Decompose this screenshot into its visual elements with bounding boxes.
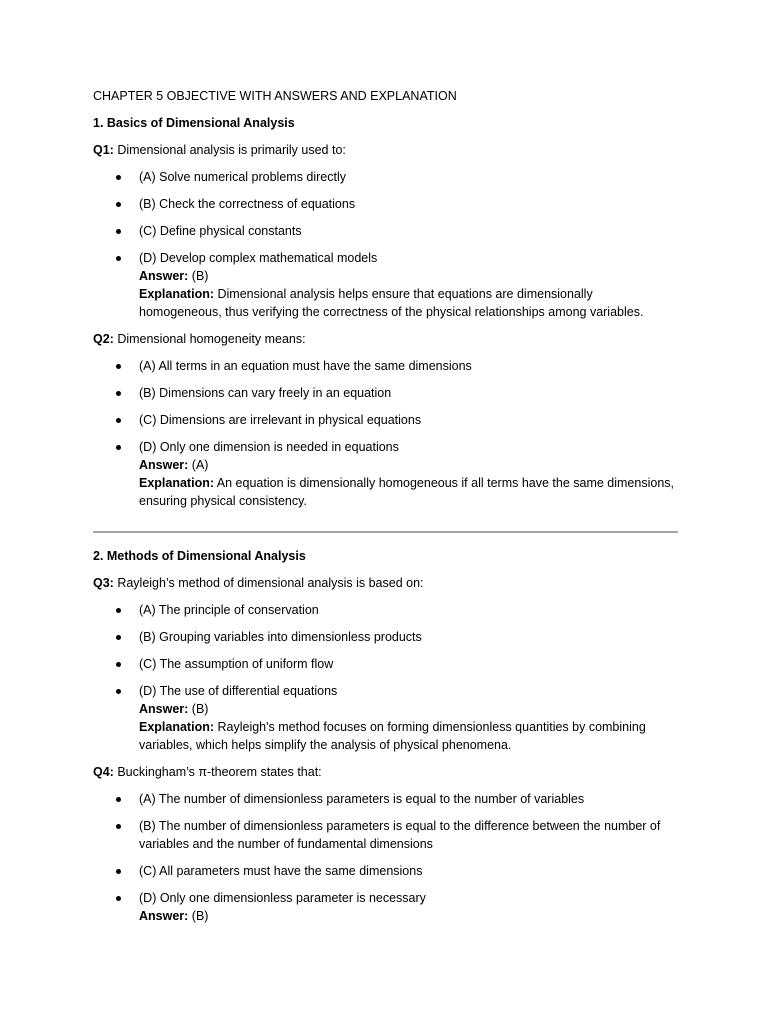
- option-item: (D) Develop complex mathematical models Answer: (B) Explanation: Dimensional analysis helps ensure that equations are dimensionally homogeneous, thus verifying the correctness of the physical relationships among variables.: [93, 249, 678, 321]
- option-item: (C) All parameters must have the same dimensions: [93, 862, 678, 880]
- answer-line: Answer: (A): [139, 458, 209, 472]
- bullet-icon: [116, 175, 121, 180]
- bullet-icon: [116, 229, 121, 234]
- option-item: (D) The use of differential equations Answer: (B) Explanation: Rayleigh's method focuses on forming dimensionless quantities by combining variables, which helps simplify the analysis of physical phenomena.: [93, 682, 678, 754]
- document-title: CHAPTER 5 OBJECTIVE WITH ANSWERS AND EXPLANATION: [93, 89, 457, 103]
- bullet-icon: [116, 256, 121, 261]
- option-item: (D) Only one dimensionless parameter is necessary Answer: (B): [93, 889, 678, 925]
- answer-line: Answer: (B): [139, 702, 209, 716]
- explanation-text: Explanation: Rayleigh's method focuses on forming dimensionless quantities by combining variables, which helps simplify the analysis of physical phenomena.: [139, 720, 646, 752]
- options-list: [93, 357, 678, 510]
- explanation-text: Explanation: An equation is dimensionally homogeneous if all terms have the same dimensions, ensuring physical consistency.: [139, 476, 674, 508]
- option-item: (A) Solve numerical problems directly: [93, 168, 678, 186]
- explanation-text: Explanation: Dimensional analysis helps ensure that equations are dimensionally homogeneous, thus verifying the correctness of the physical relationships among variables.: [139, 287, 644, 319]
- question-q2: [93, 330, 678, 348]
- option-item: (D) Only one dimension is needed in equations Answer: (A) Explanation: An equation is dimensionally homogeneous if all terms have the same dimensions, ensuring physical consistency.: [93, 438, 678, 510]
- question-label: Q1:: [93, 143, 114, 157]
- bullet-icon: [116, 689, 121, 694]
- bullet-icon: [116, 662, 121, 667]
- bullet-icon: [116, 445, 121, 450]
- bullet-icon: [116, 635, 121, 640]
- bullet-icon: [116, 202, 121, 207]
- option-item: (C) Define physical constants: [93, 222, 678, 240]
- question-q1: [93, 141, 678, 159]
- options-list: [93, 790, 678, 925]
- question-text: Dimensional analysis is primarily used to:: [113, 143, 346, 157]
- option-item: (C) The assumption of uniform flow: [93, 655, 678, 673]
- question-q3: [93, 574, 678, 592]
- option-item: (A) All terms in an equation must have the same dimensions: [93, 357, 678, 375]
- question-label: Q4:: [93, 765, 114, 779]
- question-text: Rayleigh’s method of dimensional analysis is based on:: [113, 576, 424, 590]
- option-item: (A) The principle of conservation: [93, 601, 678, 619]
- bullet-icon: [116, 896, 121, 901]
- options-list: [93, 168, 678, 321]
- option-item: (B) The number of dimensionless parameters is equal to the difference between the number of variables and the number of fundamental dimensions: [93, 817, 678, 853]
- option-item: (C) Dimensions are irrelevant in physical equations: [93, 411, 678, 429]
- section-heading: 1. Basics of Dimensional Analysis: [93, 116, 295, 130]
- bullet-icon: [116, 824, 121, 829]
- bullet-icon: [116, 608, 121, 613]
- question-text: Buckingham’s π-theorem states that:: [113, 765, 322, 779]
- question-label: Q2:: [93, 332, 114, 346]
- answer-line: Answer: (B): [139, 909, 209, 923]
- section-heading: 2. Methods of Dimensional Analysis: [93, 549, 306, 563]
- answer-line: Answer: (B): [139, 269, 209, 283]
- bullet-icon: [116, 869, 121, 874]
- question-label: Q3:: [93, 576, 114, 590]
- bullet-icon: [116, 797, 121, 802]
- question-q4: [93, 763, 678, 781]
- horizontal-divider: [93, 531, 678, 533]
- option-item: (A) The number of dimensionless parameters is equal to the number of variables: [93, 790, 678, 808]
- bullet-icon: [116, 418, 121, 423]
- bullet-icon: [116, 364, 121, 369]
- option-item: (B) Grouping variables into dimensionless products: [93, 628, 678, 646]
- options-list: [93, 601, 678, 754]
- option-item: (B) Dimensions can vary freely in an equation: [93, 384, 678, 402]
- option-item: (B) Check the correctness of equations: [93, 195, 678, 213]
- bullet-icon: [116, 391, 121, 396]
- question-text: Dimensional homogeneity means:: [113, 332, 306, 346]
- document-body: [93, 87, 678, 934]
